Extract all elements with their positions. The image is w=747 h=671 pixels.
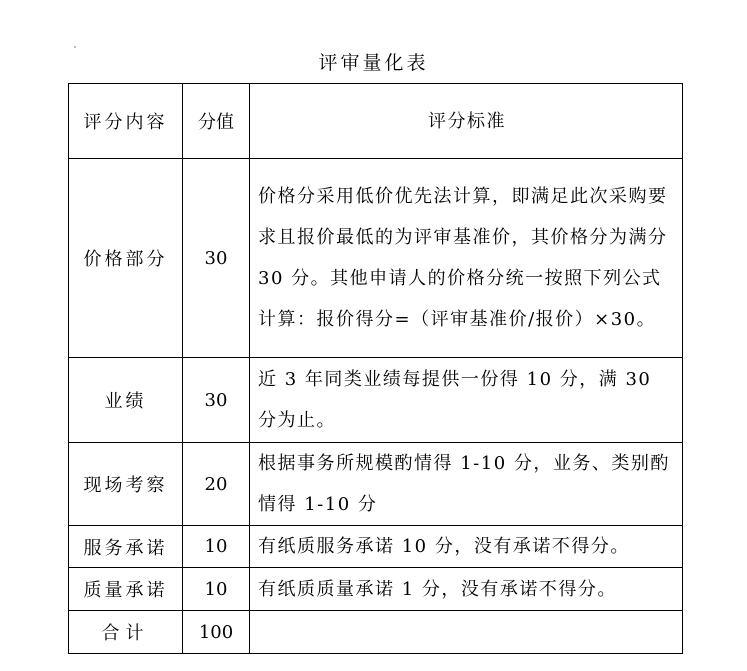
row-content: 价格部分 xyxy=(69,159,183,358)
table-row xyxy=(69,358,683,443)
row-standard: 价格分采用低价优先法计算，即满足此次采购要求且报价最低的为评审基准价，其价格分为满分 30 分。其他申请人的价格分统一按照下列公式计算：报价得分=（评审基准价/报价）×30。 xyxy=(250,159,683,358)
total-standard xyxy=(250,611,683,654)
table-total-row xyxy=(69,611,683,654)
table-row xyxy=(69,443,683,526)
evaluation-table xyxy=(68,83,683,654)
row-content: 服务承诺 xyxy=(69,526,183,568)
row-standard: 根据事务所规模酌情得 1-10 分，业务、类别酌情得 1-10 分 xyxy=(250,443,683,526)
total-label: 合计 xyxy=(69,611,183,654)
table-header-row xyxy=(69,84,683,159)
row-standard: 有纸质质量承诺 1 分，没有承诺不得分。 xyxy=(250,568,683,611)
row-score: 30 xyxy=(183,159,250,358)
row-score: 30 xyxy=(183,358,250,443)
row-content: 质量承诺 xyxy=(69,568,183,611)
row-score: 20 xyxy=(183,443,250,526)
row-standard: 近 3 年同类业绩每提供一份得 10 分，满 30 分为止。 xyxy=(250,358,683,443)
header-content: 评分内容 xyxy=(69,84,183,159)
table-row xyxy=(69,159,683,358)
row-score: 10 xyxy=(183,568,250,611)
total-score: 100 xyxy=(183,611,250,654)
row-content: 业绩 xyxy=(69,358,183,443)
table-row xyxy=(69,568,683,611)
header-standard: 评分标准 xyxy=(250,84,683,159)
row-score: 10 xyxy=(183,526,250,568)
table-row xyxy=(69,526,683,568)
row-standard: 有纸质服务承诺 10 分，没有承诺不得分。 xyxy=(250,526,683,568)
scan-dot xyxy=(74,46,76,48)
row-content: 现场考察 xyxy=(69,443,183,526)
page-title: 评审量化表 xyxy=(318,52,429,74)
header-score: 分值 xyxy=(183,84,250,159)
